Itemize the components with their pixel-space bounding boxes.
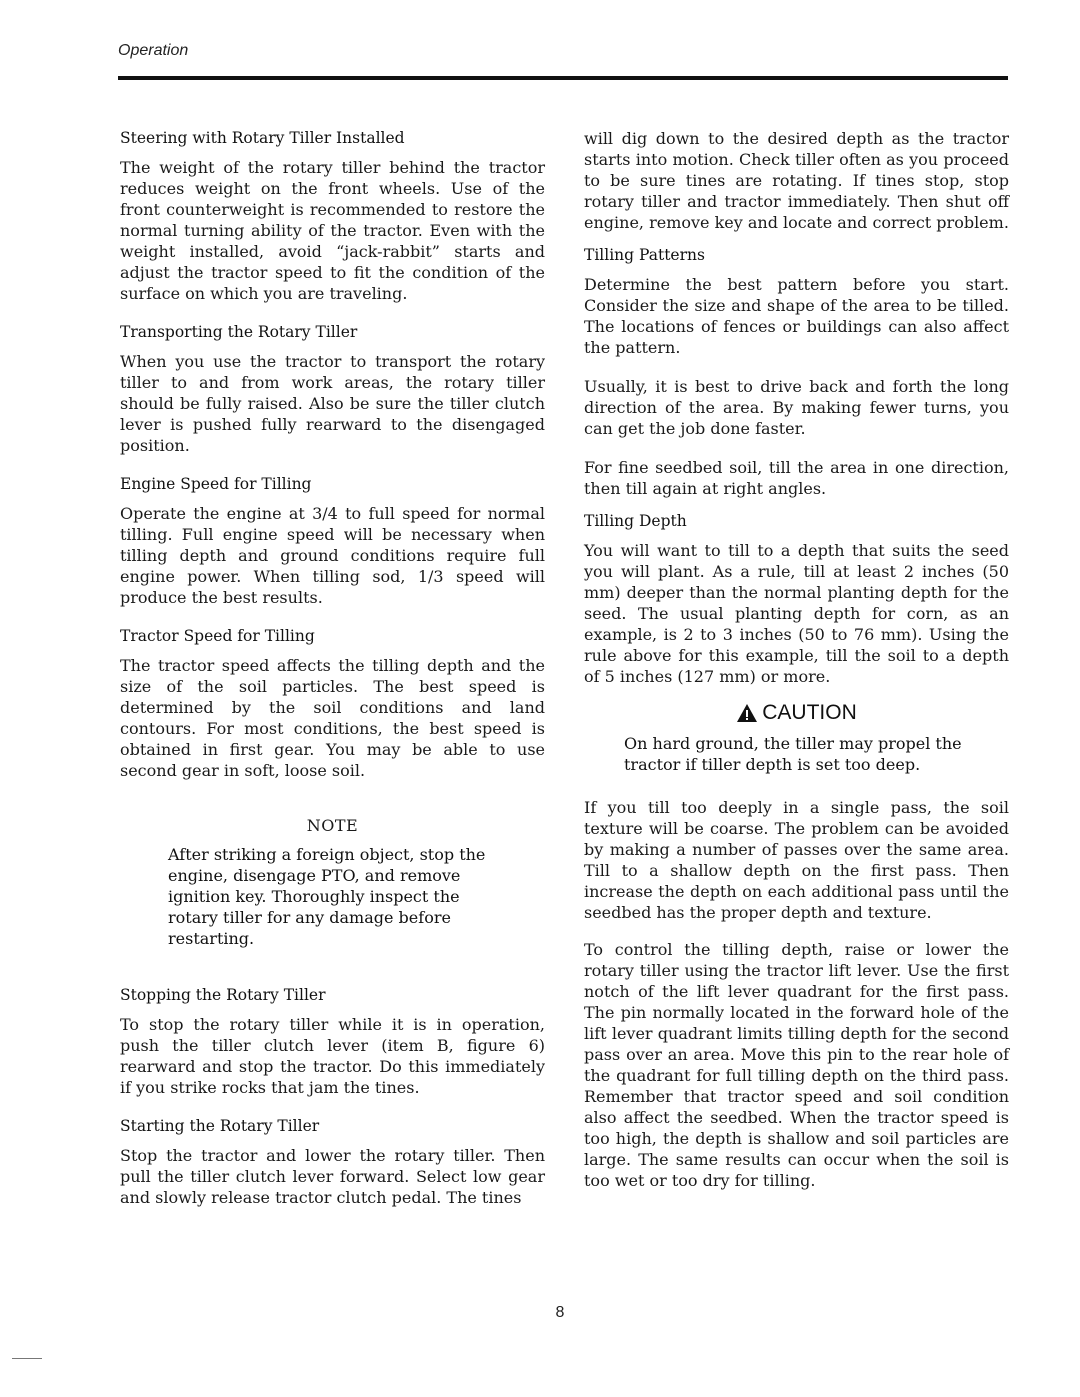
caution-text: On hard ground, the tiller may propel the tractor if tiller depth is set too deep.: [624, 734, 962, 774]
warning-triangle-icon: [736, 703, 758, 723]
para-patterns-3: For fine seedbed soil, till the area in one direction, then till again at right angles.: [584, 458, 1009, 498]
para-continued: will dig down to the desired depth as the tractor starts into motion. Check tiller often as you proceed to be sure tines are rotating. If tines stop, stop rotary tiller and tractor immediately. Then shut off engine, remove key and locate and correct problem.: [584, 129, 1009, 232]
section-tractor-speed: [120, 626, 545, 781]
heading-patterns: Tilling Patterns: [584, 246, 705, 264]
para-stopping: To stop the rotary tiller while it is in operation, push the tiller clutch lever (item B, figure 6) rearward and stop the tractor. Do this immediately if you strike rocks that jam the tines.: [120, 1015, 545, 1097]
note-box: [120, 815, 545, 949]
section-patterns: [584, 245, 1009, 499]
section-engine-speed: [120, 474, 545, 608]
para-steering: The weight of the rotary tiller behind the tractor reduces weight on the front wheels. Use of the front counterweight is recommended to restore the normal turning ability of the tractor. Even with the weight installed, avoid “jack-rabbit” starts and adjust the tractor speed to fit the condition of the surface on which you are traveling.: [120, 158, 545, 303]
section-steering: [120, 128, 545, 304]
header-rule: [118, 76, 1008, 80]
para-engine-speed: Operate the engine at 3/4 to full speed for normal tilling. Full engine speed will be necessary when tilling depth and ground conditions require full engine power. When tilling sod, 1/3 speed will produce the best results.: [120, 504, 545, 607]
para-transporting: When you use the tractor to transport the rotary tiller to and from work areas, the rotary tiller should be fully raised. Also be sure the tiller clutch lever is pushed fully rearward to the disengaged position.: [120, 352, 545, 455]
heading-transporting: Transporting the Rotary Tiller: [120, 323, 358, 341]
para-depth: You will want to till to a depth that suits the seed you will plant. As a rule, till at least 2 inches (50 mm) deeper than the normal planting depth for the seed. The usual planting depth for corn, as an example, is 2 to 3 inches (50 to 76 mm). Using the rule above for this example, till the soil to a depth of 5 inches (127 mm) or more.: [584, 541, 1009, 686]
caution-heading: [584, 701, 1009, 725]
note-text: After striking a foreign object, stop the engine, disengage PTO, and remove ignition key. Thoroughly inspect the rotary tiller for any damage before restarting.: [168, 845, 486, 948]
para-control: To control the tilling depth, raise or lower the rotary tiller using the tractor lift lever. Use the first notch of the lift lever quadrant for the first pass. The pin normally located in the forward hole of the lift lever quadrant limits tilling depth for the second pass over an area. Move this pin to the rear hole of the quadrant for full tilling depth on the third pass. Remember that tractor speed and soil condition also affect the seedbed. When the tractor speed is too high, the depth is shallow and soil particles are large. The same results can occur when the soil is too wet or too dry for tilling.: [584, 940, 1009, 1190]
heading-starting: Starting the Rotary Tiller: [120, 1117, 320, 1135]
note-title: NOTE: [306, 816, 359, 835]
para-deep-pass: If you till too deeply in a single pass, the soil texture will be coarse. The problem can be avoided by making a number of passes over the same area. Till to a shallow depth on the first pass. Then increase the depth on each additional pass until the seedbed has the proper depth and texture.: [584, 798, 1009, 922]
page-number: 8: [555, 1304, 565, 1321]
section-starting: [120, 1116, 545, 1208]
heading-steering: Steering with Rotary Tiller Installed: [120, 129, 405, 147]
left-column: [120, 128, 545, 1208]
para-starting: Stop the tractor and lower the rotary tiller. Then pull the tiller clutch lever forward. Select low gear and slowly release tractor clutch pedal. The tines: [120, 1146, 545, 1207]
right-column: [584, 128, 1009, 1191]
heading-engine-speed: Engine Speed for Tilling: [120, 475, 312, 493]
caution-title: CAUTION: [762, 701, 857, 724]
section-header: Operation: [118, 42, 189, 59]
heading-depth: Tilling Depth: [584, 512, 687, 530]
heading-stopping: Stopping the Rotary Tiller: [120, 986, 326, 1004]
para-tractor-speed: The tractor speed affects the tilling depth and the size of the soil particles. The best speed is determined by the soil conditions and land contours. For most conditions, the best speed is obtained in first gear. You may be able to use second gear in soft, loose soil.: [120, 656, 545, 780]
scan-mark: [12, 1358, 42, 1359]
section-transporting: [120, 322, 545, 456]
para-patterns-2: Usually, it is best to drive back and forth the long direction of the area. By making fewer turns, you can get the job done faster.: [584, 377, 1009, 438]
heading-tractor-speed: Tractor Speed for Tilling: [120, 627, 315, 645]
section-stopping: [120, 985, 545, 1098]
caution-box: [584, 701, 1009, 775]
para-patterns-1: Determine the best pattern before you start. Consider the size and shape of the area to be tilled. The locations of fences or buildings can also affect the pattern.: [584, 275, 1009, 357]
section-depth: [584, 511, 1009, 687]
